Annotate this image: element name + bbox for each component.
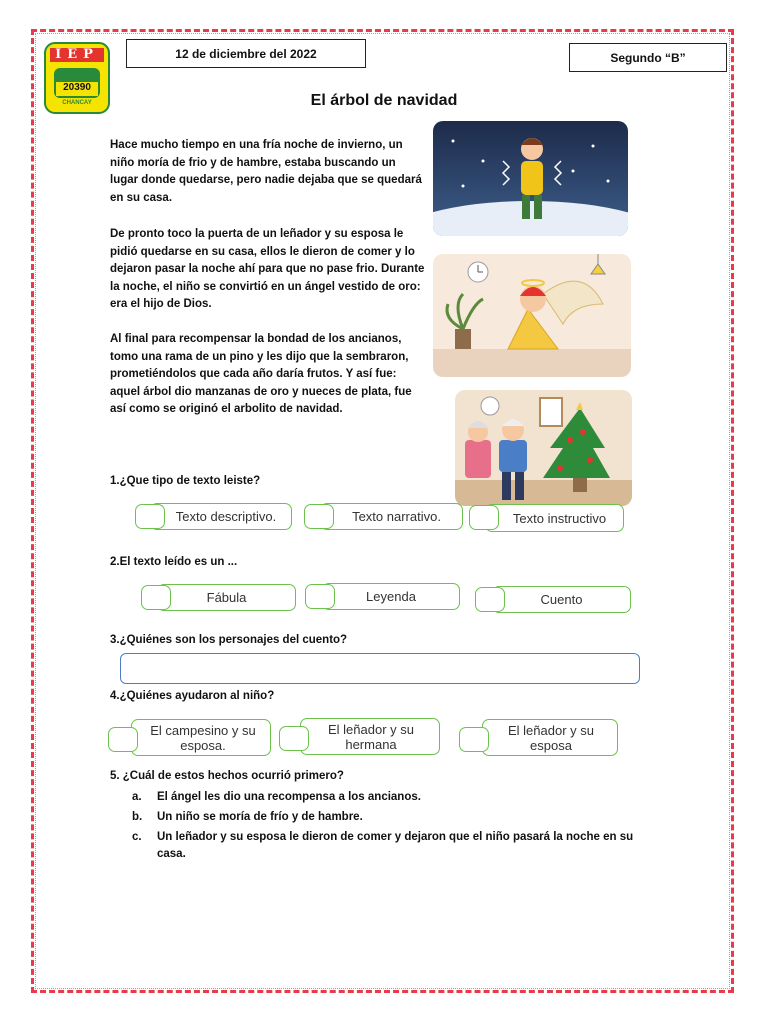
answer-field-personajes[interactable] xyxy=(120,653,640,684)
grade-box: Segundo “B” xyxy=(569,43,727,72)
list-item-c[interactable] xyxy=(132,829,662,865)
story-paragraph-2: De pronto toco la puerta de un leñador y su esposa le pidió quedarse en su casa, ellos le dieron de comer y lo dejaron pasar la noche ahí para que no pase frio. Durante la noche, el niño se convirtió en un ángel vestido de oro: era el hijo de Dios. xyxy=(110,228,425,310)
logo-town: CHANCAY xyxy=(62,100,92,106)
option-campesino-esposa[interactable]: El campesino y su esposa. xyxy=(131,719,271,756)
date-box: 12 de diciembre del 2022 xyxy=(126,39,366,68)
option-cuento[interactable]: Cuento xyxy=(492,586,631,613)
list-item-a[interactable] xyxy=(132,789,662,807)
checkbox-texto-instructivo[interactable] xyxy=(469,505,499,530)
cold-boy-illustration xyxy=(433,121,628,236)
list-item-text: Un leñador y su esposa le dieron de comer y dejaron que el niño pasará la noche en su casa. xyxy=(157,831,634,860)
question-2: 2.El texto leído es un ... xyxy=(110,556,238,568)
checkbox-lenador-hermana[interactable] xyxy=(279,726,309,751)
question-1: 1.¿Que tipo de texto leiste? xyxy=(110,475,261,487)
checkbox-texto-descriptivo[interactable] xyxy=(135,504,165,529)
option-fabula[interactable]: Fábula xyxy=(157,584,296,611)
checkbox-cuento[interactable] xyxy=(475,587,505,612)
logo-number: 20390 xyxy=(63,82,91,93)
page-title: El árbol de navidad xyxy=(310,92,458,109)
question-4: 4.¿Quiénes ayudaron al niño? xyxy=(110,690,275,702)
story-paragraph-1: Hace mucho tiempo en una fría noche de invierno, un niño moría de frio y de hambre, estaba buscando un lugar donde quedarse, pero nadie dejaba que se quedará en su casa. xyxy=(110,139,422,204)
option-lenador-hermana[interactable]: El leñador y su hermana xyxy=(300,718,440,755)
checkbox-leyenda[interactable] xyxy=(305,584,335,609)
checkbox-lenador-esposa[interactable] xyxy=(459,727,489,752)
option-texto-narrativo[interactable]: Texto narrativo. xyxy=(320,503,463,530)
list-item-letter: c. xyxy=(132,831,142,843)
story-paragraph-3: Al final para recompensar la bondad de los ancianos, tomo una rama de un pino y les dijo que la sembraron, prometiéndolos que cada año daría frutos. Y así fue: aquel árbol dio manzanas de oro y nueces de plata, fue así como se originó el arbolito de navidad. xyxy=(110,333,412,415)
checkbox-campesino-esposa[interactable] xyxy=(108,727,138,752)
list-item-b[interactable] xyxy=(132,809,662,827)
option-texto-descriptivo[interactable]: Texto descriptivo. xyxy=(150,503,292,530)
grandparents-tree-illustration xyxy=(455,390,632,506)
list-item-letter: b. xyxy=(132,811,143,823)
option-leyenda[interactable]: Leyenda xyxy=(322,583,460,610)
angel-illustration xyxy=(433,254,631,377)
option-texto-instructivo[interactable]: Texto instructivo xyxy=(485,504,624,532)
list-item-text: El ángel les dio una recompensa a los ancianos. xyxy=(157,791,421,803)
checkbox-texto-narrativo[interactable] xyxy=(304,504,334,529)
question-3: 3.¿Quiénes son los personajes del cuento? xyxy=(110,634,348,646)
option-lenador-esposa[interactable]: El leñador y su esposa xyxy=(482,719,618,756)
list-item-letter: a. xyxy=(132,791,142,803)
list-item-text: Un niño se moría de frío y de hambre. xyxy=(157,811,363,823)
checkbox-fabula[interactable] xyxy=(141,585,171,610)
logo-letters: IEP xyxy=(55,47,99,62)
question-5: 5. ¿Cuál de estos hechos ocurrió primero? xyxy=(110,770,344,782)
